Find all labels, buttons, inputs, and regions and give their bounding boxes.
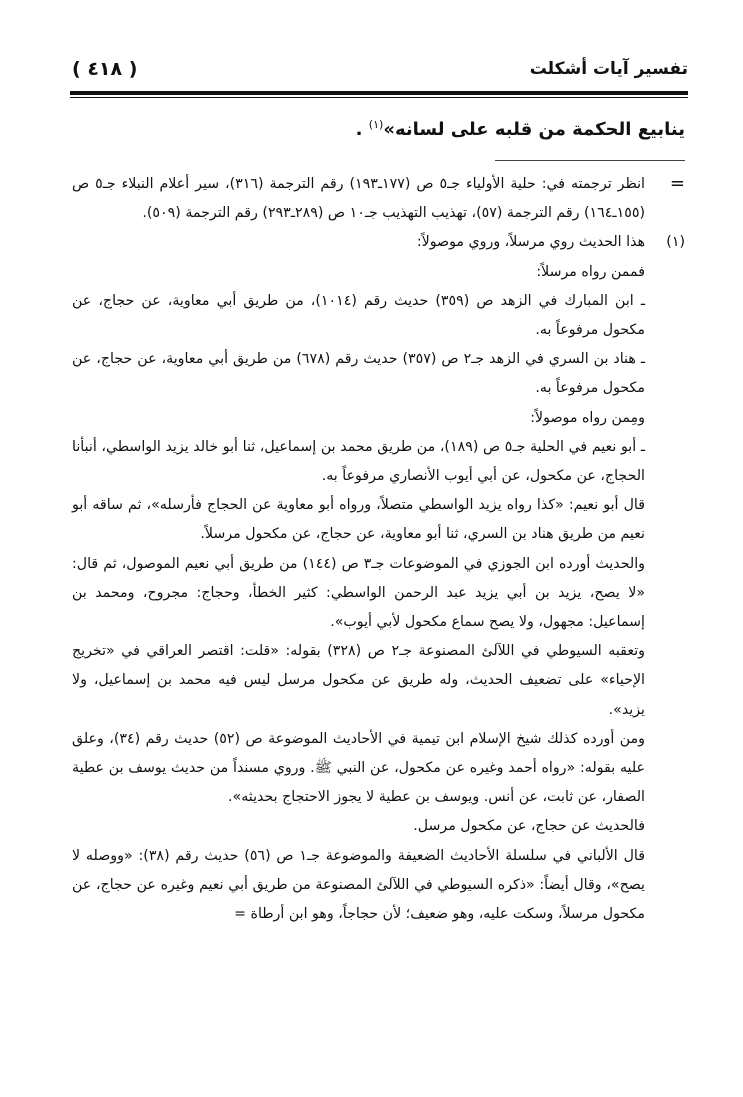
main-text [72,108,685,147]
footnote-paragraph: والحديث أورده ابن الجوزي في الموضوعات جـ٣ ص (١٤٤) من طريق أبي نعيم الموصول، ثم قال: «لا يصح، يزيد بن أبي يزيد عبد الرحمن الواسطي: كثير الخطأ، وحجاج: مجروح، ومحمد بن إسماعيل: مجهول، ولا يصح سماع مكحول لأبي أيوب». [72,555,646,631]
header-rule-thin [70,97,688,98]
footnote-paragraph: ـ هناد بن السري في الزهد جـ٢ ص (٣٥٧) حديث رقم (٦٧٨) من طريق أبي معاوية، عن حجاج، عن مكحول مرفوعاً به. [72,351,645,397]
main-text-line: ينابيع الحكمة من قلبه على لسانه» [383,119,685,140]
footnote-paragraph: فالحديث عن حجاج، عن مكحول مرسل. [413,818,645,835]
footnotes [72,170,685,929]
footnote-paragraph: ومِمن رواه موصولاً: [530,409,645,426]
footnote-paragraph: فممن رواه مرسلاً: [536,263,645,280]
footnote-paragraph: ـ أبو نعيم في الحلية جـ٥ ص (١٨٩)، من طريق محمد بن إسماعيل، ثنا أبو خالد يزيد الواسطي، أنبأنا الحجاج، عن مكحول، عن أبي أيوب الأنصاري مرفوعاً به. [72,438,645,485]
footnote-1 [72,228,685,929]
footnote-paragraph: انظر ترجمته في: حلية الأولياء جـ٥ ص (١٧٧ـ١٩٣) رقم الترجمة (٣١٦)، سير أعلام النبلاء جـ٥ ص (١٥٥ـ١٦٤) رقم الترجمة (٥٧)، تهذيب التهذيب جـ١٠ ص (٢٨٩ـ٢٩٣) رقم الترجمة (٥٠٩). [72,176,645,222]
page-header [72,56,688,82]
header-rule-thick [70,91,688,95]
footnote-paragraph: قال الألباني في سلسلة الأحاديث الضعيفة والموضوعة جـ١ ص (٥٦) حديث رقم (٣٨): «ووصله لا يصح»، وقال أيضاً: «ذكره السيوطي في اللآلئ المصنوعة من طريق أبي نعيم وغيره عن حجاج، عن مكحول مرسلاً، وسكت عليه، وهو ضعيف؛ لأن حجاجاً، وهو ابن أرطاة = [72,847,645,923]
footnote-paragraph: ومن أورده كذلك شيخ الإسلام ابن تيمية في الأحاديث الموضوعة ص (٥٢) حديث رقم (٣٤)، وعلق عليه بقوله: «رواه أحمد وغيره عن مكحول، عن النبي ﷺ. وروي مسنداً من حديث يوسف بن عطية الصفار، عن ثابت، عن أنس. ويوسف بن عطية لا يجوز الاحتجاج بحديثه». [72,730,645,806]
continuation-marker: = [669,173,685,194]
footnote-paragraph: وتعقبه السيوطي في اللآلئ المصنوعة جـ٢ ص (٣٢٨) بقوله: «قلت: اقتصر العراقي في «تخريج الإحياء» على تضعيف الحديث، وله طريق عن مكحول مرسل ليس فيه محمد بن إسماعيل، ولا يزيد». [72,643,645,718]
footnote-separator [495,160,685,161]
footnote-continuation [72,170,685,228]
footnote-paragraph: ـ ابن المبارك في الزهد ص (٣٥٩) حديث رقم (١٠١٤)، من طريق أبي معاوية، عن حجاج، عن مكحول مرفوعاً به. [72,292,645,339]
footnote-paragraph: هذا الحديث روي مرسلاً، وروي موصولاً: [416,234,645,251]
footnote-1-content [72,228,645,929]
main-text-end-mark: . [355,119,363,140]
running-title: تفسير آيات أشكلت [529,59,688,79]
footnote-1-marker: (١) [666,234,685,251]
footnote-paragraph: قال أبو نعيم: «كذا رواه يزيد الواسطي متصلاً، ورواه أبو معاوية عن الحجاج فأرسله»، ثم ساقه أبو نعيم من طريق هناد بن السري، ثنا أبو معاوية، عن حجاج، عن مكحول مرسلاً. [72,497,645,543]
continuation-content [72,170,645,228]
footnote-reference: (١) [368,118,384,131]
page-number: ( ٤١٨ ) [72,58,138,80]
